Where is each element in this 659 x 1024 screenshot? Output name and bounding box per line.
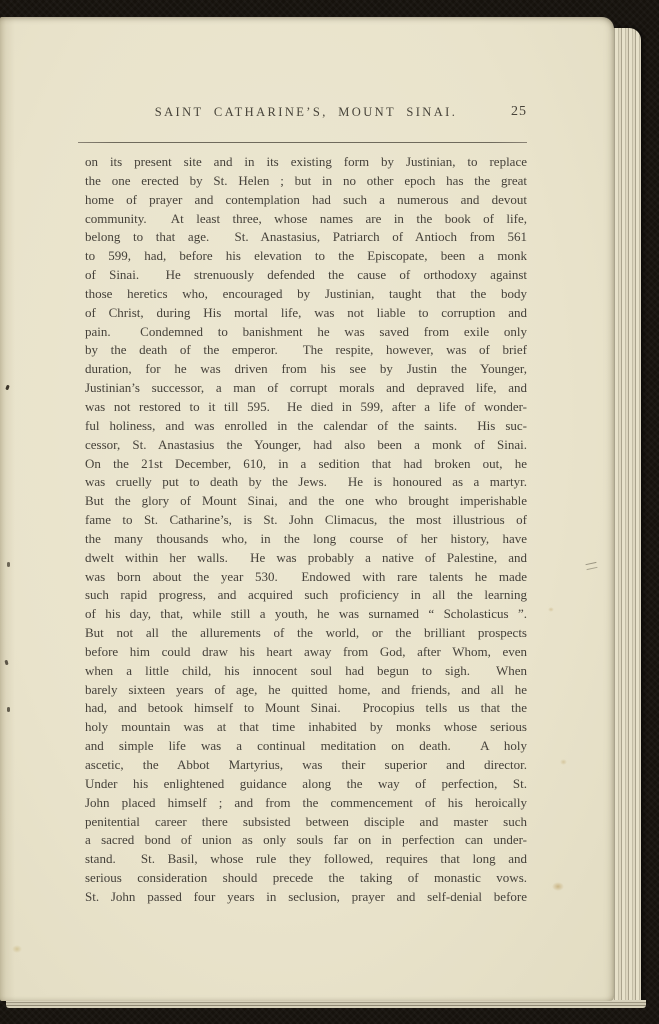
body-line: and simple life was a continual meditation on death. A holy xyxy=(85,738,527,754)
body-line: of Sinai. He strenuously defended the cause of orthodoxy against xyxy=(85,267,527,283)
body-line: St. John passed four years in seclusion, prayer and self-denial before xyxy=(85,888,527,904)
body-line: by the death of the emperor. The respite, however, was of brief xyxy=(85,342,527,358)
header-rule xyxy=(78,142,527,143)
body-line: On the 21st December, 610, in a sedition that had broken out, he xyxy=(85,455,527,471)
body-line: John placed himself ; and from the commencement of his heroically xyxy=(85,794,527,810)
body-line: the one erected by St. Helen ; but in no other epoch has the great xyxy=(85,172,527,188)
body-line: pain. Condemned to banishment he was saved from exile only xyxy=(85,323,527,339)
body-line: to 599, had, before his elevation to the Episcopate, been a monk xyxy=(85,248,527,264)
body-line: belong to that age. St. Anastasius, Patriarch of Antioch from 561 xyxy=(85,229,527,245)
foxing-spot xyxy=(560,759,567,765)
body-text xyxy=(85,153,527,907)
body-line: cessor, St. Anastasius the Younger, had also been a monk of Sinai. xyxy=(85,436,527,452)
body-line: dwelt within her walls. He was probably a native of Palestine, and xyxy=(85,549,527,565)
body-line: was cruelly put to death by the Jews. He is honoured as a martyr. xyxy=(85,474,527,490)
body-line: the many thousands who, in the long course of her history, have xyxy=(85,530,527,546)
body-line: ful holiness, and was enrolled in the calendar of the saints. His suc- xyxy=(85,417,527,433)
body-line: barely sixteen years of age, he quitted home, and friends, and all he xyxy=(85,681,527,697)
foxing-spot xyxy=(548,607,554,612)
body-line: such rapid progress, and acquired such proficiency in all the learning xyxy=(85,587,527,603)
margin-pen-mark xyxy=(585,562,597,570)
body-line: was born about the year 530. Endowed with rare talents he made xyxy=(85,568,527,584)
body-line: duration, for he was driven from his see by Justin the Younger, xyxy=(85,361,527,377)
page-header xyxy=(85,105,527,127)
body-line: But not all the allurements of the world, or the brilliant prospects xyxy=(85,625,527,641)
body-line: had, and betook himself to Mount Sinai. Procopius tells us that the xyxy=(85,700,527,716)
body-line: of his day, that, while still a youth, he was surnamed “ Scholasticus ”. xyxy=(85,606,527,622)
body-line: stand. St. Basil, whose rule they followed, requires that long and xyxy=(85,851,527,867)
gutter-crease xyxy=(0,17,16,1001)
body-line: on its present site and in its existing form by Justinian, to replace xyxy=(85,154,527,169)
book-page xyxy=(0,17,614,1001)
body-line: when a little child, his innocent soul had begun to sigh. When xyxy=(85,662,527,678)
running-title: SAINT CATHARINE’S, MOUNT SINAI. xyxy=(154,105,458,119)
body-line: But the glory of Mount Sinai, and the one who brought imperishable xyxy=(85,493,527,509)
body-line: community. At least three, whose names are in the book of life, xyxy=(85,210,527,226)
body-line: was not restored to it till 595. He died in 599, after a life of wonder- xyxy=(85,398,527,414)
foxing-spot xyxy=(552,882,564,891)
body-line: those heretics who, encouraged by Justinian, taught that the body xyxy=(85,285,527,301)
page-number: 25 xyxy=(511,104,527,119)
body-line: Under his enlightened guidance along the way of perfection, St. xyxy=(85,775,527,791)
body-line: ascetic, the Abbot Martyrius, was their superior and director. xyxy=(85,757,527,772)
page-edges-bottom xyxy=(6,1000,646,1008)
body-line: holy mountain was at that time inhabited by monks whose serious xyxy=(85,719,527,735)
body-line: Justinian’s successor, a man of corrupt morals and depraved life, and xyxy=(85,380,527,396)
body-line: penitential career there subsisted between disciple and master such xyxy=(85,813,527,829)
body-line: serious consideration should precede the taking of monastic vows. xyxy=(85,870,527,886)
body-line: before him could draw his heart away from God, after Whom, even xyxy=(85,643,527,659)
body-line: of Christ, during His mortal life, was not liable to corruption and xyxy=(85,304,527,320)
body-line: fame to St. Catharine’s, is St. John Climacus, the most illustrious of xyxy=(85,512,527,528)
body-line: home of prayer and contemplation had such a numerous and devout xyxy=(85,191,527,207)
page-edges-right xyxy=(612,28,641,1004)
body-line: a sacred bond of union as only souls far on in perfection can under- xyxy=(85,832,527,848)
